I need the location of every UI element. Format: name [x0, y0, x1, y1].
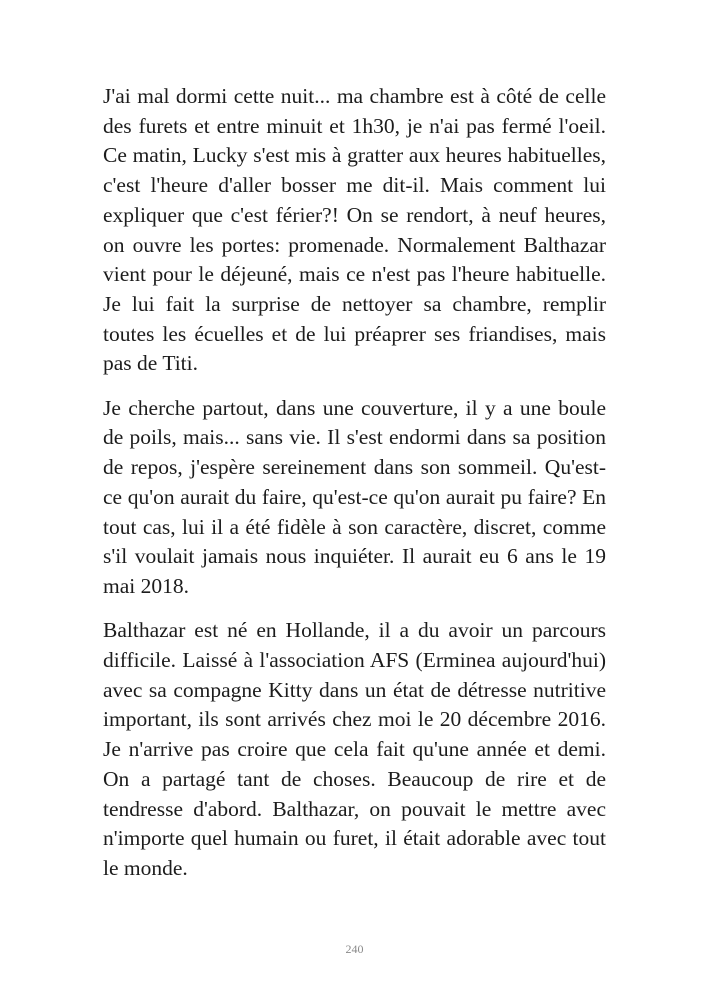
- body-text: [103, 82, 606, 898]
- paragraph: Balthazar est né en Hollande, il a du avoir un parcours difficile. Laissé à l'association AFS (Erminea aujourd'hui) avec sa compagne Kitty dans un état de détresse nutritive important, ils sont arrivés chez moi le 20 décembre 2016. Je n'arrive pas croire que cela fait qu'une année et demi. On a partagé tant de choses. Beaucoup de rire et de tendresse d'abord. Balthazar, on pouvait le mettre avec n'importe quel humain ou furet, il était adorable avec tout le monde.: [103, 618, 606, 880]
- paragraph: J'ai mal dormi cette nuit... ma chambre est à côté de celle des furets et entre minuit et 1h30, je n'ai pas fermé l'oeil. Ce matin, Lucky s'est mis à gratter aux heures habituelles, c'est l'heure d'aller bosser me dit-il. Mais comment lui expliquer que c'est férier?! On se rendort, à neuf heures, on ouvre les portes: promenade. Normalement Balthazar vient pour le déjeuné, mais ce n'est pas l'heure habituelle. Je lui fait la surprise de nettoyer sa chambre, remplir toutes les écuelles et de lui préaprer ses friandises, mais pas de Titi.: [103, 84, 606, 376]
- page-number: 240: [345, 942, 364, 956]
- paragraph: Je cherche partout, dans une couverture, il y a une boule de poils, mais... sans vie. Il s'est endormi dans sa position de repos, j'espère sereinement dans son sommeil. Qu'est-ce qu'on aurait du faire, qu'est-ce qu'on aurait pu faire? En tout cas, lui il a été fidèle à son caractère, discret, comme s'il voulait jamais nous inquiéter. Il aurait eu 6 ans le 19 mai 2018.: [103, 395, 606, 598]
